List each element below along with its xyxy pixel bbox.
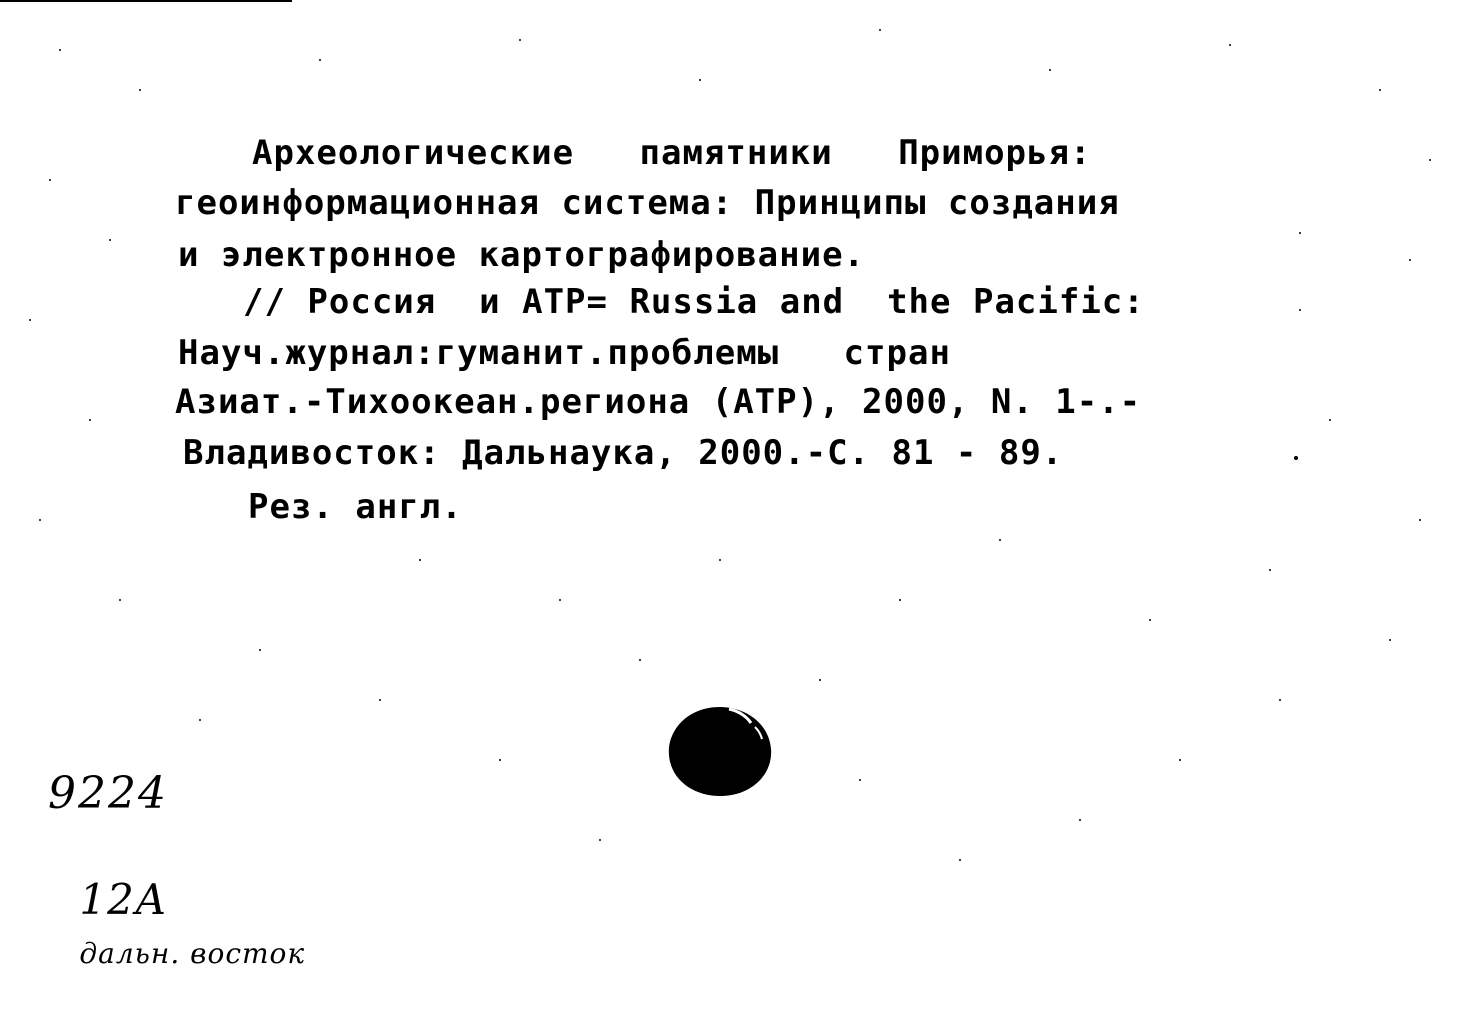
- handwritten-shelf-rest: дальн. восток: [79, 937, 306, 970]
- card-line-8: Рез. англ.: [248, 487, 463, 527]
- card-line-5: Науч.журнал:гуманит.проблемы стран: [178, 333, 951, 373]
- card-line-6: Азиат.-Тихоокеан.региона (АТР), 2000, N. 1-.-: [175, 382, 1142, 422]
- card-line-4: // Россия и АТР= Russia and the Pacific:: [243, 282, 1145, 322]
- card-line-3: и электронное картографирование.: [178, 235, 866, 275]
- card-line-1: Археологические памятники Приморья:: [252, 133, 1092, 173]
- handwritten-number: 9224: [48, 768, 168, 819]
- card-line-7: Владивосток: Дальнаука, 2000.-С. 81 - 89.: [183, 433, 1064, 473]
- card-line-2: геоинформационная система: Принципы создания: [175, 183, 1120, 223]
- handwritten-shelf-prefix: 12А: [79, 875, 168, 924]
- punch-hole: [667, 703, 773, 799]
- handwritten-shelf-mark: [22, 826, 305, 1022]
